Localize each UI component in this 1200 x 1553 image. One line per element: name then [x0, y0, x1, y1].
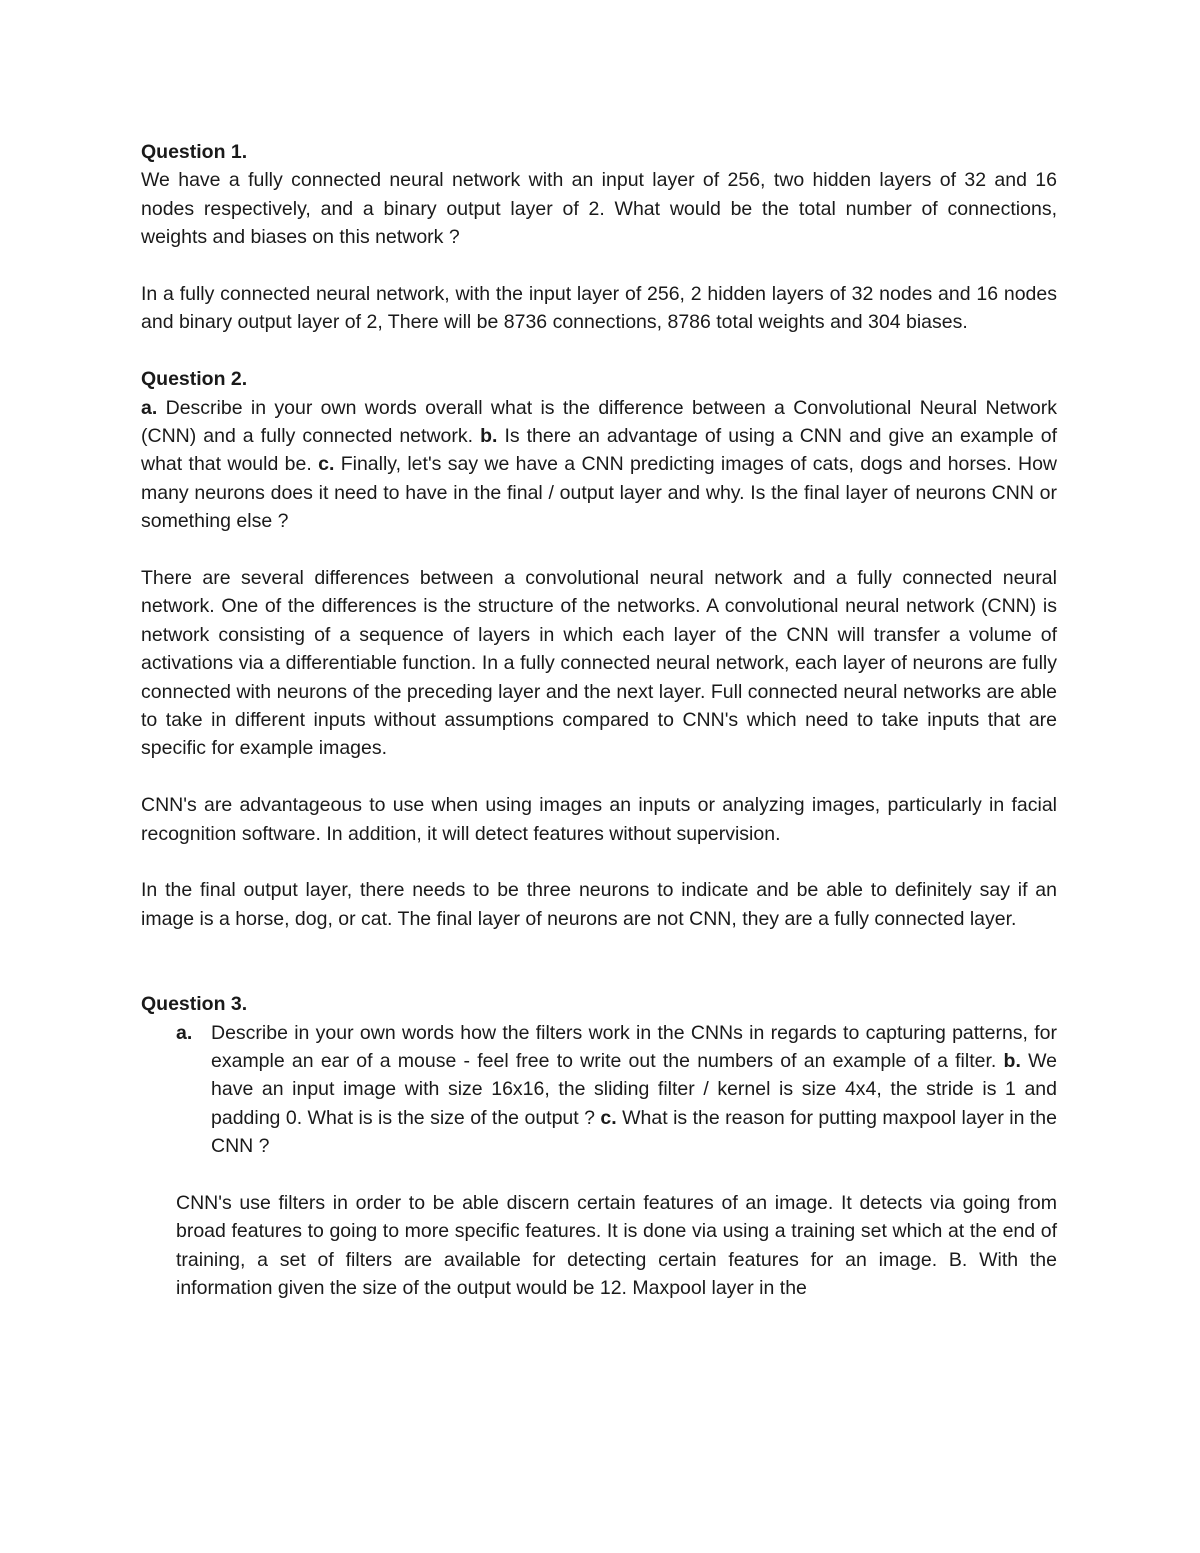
question-3-list — [141, 1019, 1057, 1161]
question-1-answer: In a fully connected neural network, with the input layer of 256, 2 hidden layers of 32 nodes and 16 nodes and binary output layer of 2, There will be 8736 connections, 8786 total weights and 304 biases. — [141, 283, 1057, 334]
question-3-heading: Question 3. — [141, 993, 248, 1016]
question-2-answer-output-layer: In the final output layer, there needs to be three neurons to indicate and be able to definitely say if an image is a horse, dog, or cat. The final layer of neurons are not CNN, they are a fully connected layer. — [141, 879, 1057, 930]
document-page — [141, 138, 1057, 1303]
question-1-prompt: We have a fully connected neural network with an input layer of 256, two hidden layers of 32 and 16 nodes respectively, and a binary output layer of 2. What would be the total number of connections, weights and biases on this network ? — [141, 169, 1057, 249]
part-b-text: We have an input image with size 16x16, the sliding filter / kernel is size 4x4, the stride is 1 and padding 0. What is is the size of the output ? — [211, 1049, 1057, 1129]
question-2-answer-advantages: CNN's are advantageous to use when using images an inputs or analyzing images, particularly in facial recognition software. In addition, it will detect features without supervision. — [141, 794, 1057, 845]
part-a-text: Describe in your own words overall what is the difference between a Convolutional Neural Network (CNN) and a fully connected network. — [141, 396, 1057, 448]
part-c-text: Finally, let's say we have a CNN predicting images of cats, dogs and horses. How many neurons does it need to have in the final / output layer and why. Is the final layer of neurons CNN or something else ? — [141, 453, 1057, 533]
part-c-text: What is the reason for putting maxpool layer in the CNN ? — [211, 1106, 1057, 1158]
question-1-heading: Question 1. — [141, 141, 248, 163]
part-a-text: Describe in your own words how the filters work in the CNNs in regards to capturing patterns, for example an ear of a mouse - feel free to write out the numbers of an example of a filter. — [211, 1021, 1057, 1072]
part-c-label: c. — [318, 453, 335, 476]
part-b-label: b. — [1003, 1049, 1021, 1072]
part-c-label: c. — [600, 1106, 617, 1129]
question-2-answer-differences: There are several differences between a convolutional neural network and a fully connected neural network. One of the differences is the structure of the networks. A convolutional neural network (CNN) is network consisting of a sequence of layers in which each layer of the CNN will transfer a volume of activations via a differentiable function. In a fully connected neural network, each layer of neurons are fully connected with neurons of the preceding layer and the next layer. Full connected neural networks are able to take in different inputs without assumptions compared to CNN's which need to take inputs that are specific for example images. — [141, 567, 1057, 760]
part-b-text: Is there an advantage of using a CNN and give an example of what that would be. — [141, 425, 1057, 476]
part-b-label: b. — [480, 425, 498, 448]
question-3-prompt — [141, 1019, 1057, 1161]
part-a-label: a. — [141, 396, 158, 419]
question-2-prompt — [141, 394, 1057, 536]
question-2-heading: Question 2. — [141, 368, 248, 391]
list-marker-a: a. — [176, 1021, 193, 1044]
question-3-answer: CNN's use filters in order to be able discern certain features of an image. It detects via going from broad features to going to more specific features. It is done via using a training set which at the end of training, a set of filters are available for detecting certain features for an image. B. With the information given the size of the output would be 12. Maxpool layer in the — [176, 1191, 1057, 1300]
